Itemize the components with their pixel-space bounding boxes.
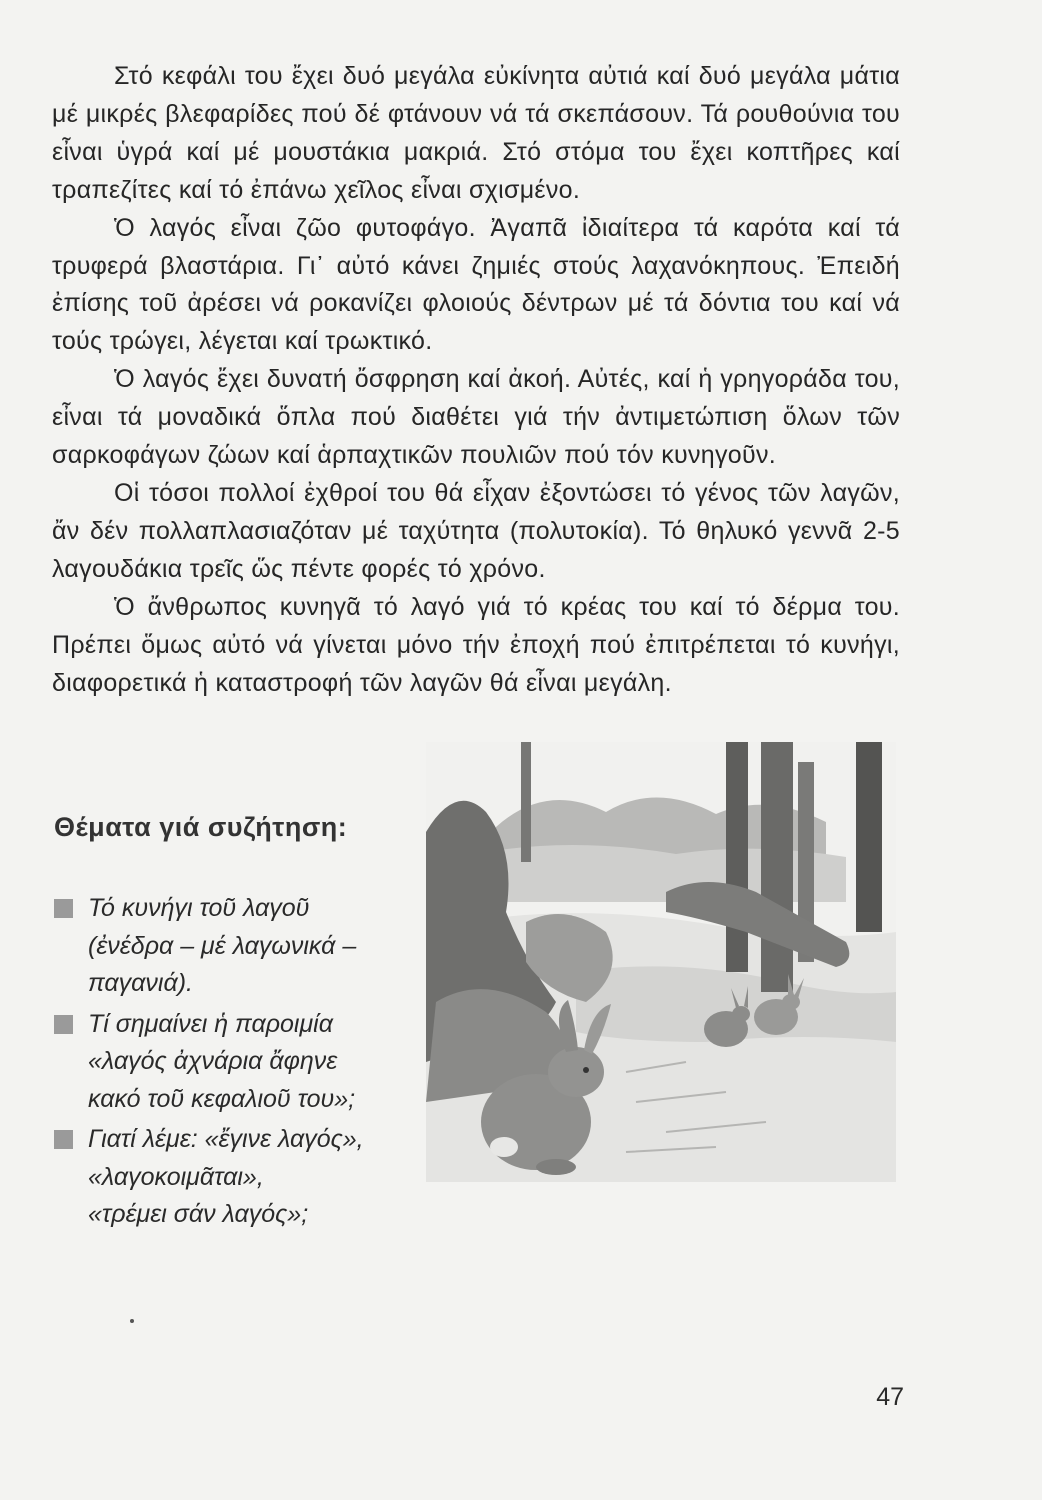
discussion-topic — [52, 890, 422, 1003]
paragraph-head-features: Στό κεφάλι του ἔχει δυό μεγάλα εὐκίνητα αὐτιά καί δυό μεγάλα μάτια μέ μικρές βλεφαρίδες πού δέ φτάνουν νά τά σκεπάσουν. Τά ρουθούνια του εἶναι ὑγρά καί μέ μουστάκια μακριά. Στό στόμα του ἔχει κοπτῆρες καί τραπεζίτες καί τό ἐπάνω χεῖλος εἶναι σχισμένο. — [52, 62, 900, 204]
topic-text: Γιατί λέμε: «ἔγινε λαγός», «λαγοκοιμᾶται», «τρέμει σάν λαγός»; — [88, 1125, 364, 1228]
print-speck — [130, 1319, 134, 1323]
discussion-topic — [52, 1121, 422, 1234]
page-number: 47 — [876, 1383, 904, 1411]
paragraph-reproduction: Οἱ τόσοι πολλοί ἐχθροί του θά εἶχαν ἐξοντώσει τό γένος τῶν λαγῶν, ἄν δέν πολλαπλασιαζόταν μέ ταχύτητα (πολυτοκία). Τό θηλυκό γεννᾶ 2-5 λαγουδάκια τρεῖς ὥς πέντε φορές τό χρόνο. — [52, 478, 900, 583]
square-bullet-icon — [54, 1015, 73, 1034]
paragraph-hunting: Ὁ ἄνθρωπος κυνηγᾶ τό λαγό γιά τό κρέας του καί τό δέρμα του. Πρέπει ὅμως αὐτό νά γίνεται μόνο τήν ἐποχή πού ἐπιτρέπεται τό κυνήγι, διαφορετικά ἡ καταστροφή τῶν λαγῶν θά εἶναι μεγάλη. — [52, 592, 900, 697]
body-text — [52, 58, 900, 702]
paragraph-diet: Ὁ λαγός εἶναι ζῶο φυτοφάγο. Ἀγαπᾶ ἰδιαίτερα τά καρότα καί τά τρυφερά βλαστάρια. Γι᾽ αὐτό κάνει ζημιές στούς λαχανόκηπους. Ἐπειδή ἐπίσης τοῦ ἀρέσει νά ροκανίζει φλοιούς δέντρων μέ τά δόντια του καί νά τούς τρώγει, λέγεται καί τρωκτικό. — [52, 213, 900, 356]
square-bullet-icon — [54, 1130, 73, 1149]
discussion-topic — [52, 1006, 422, 1119]
topic-text: Τί σημαίνει ἡ παροιμία «λαγός ἀχνάρια ἄφηνε κακό τοῦ κεφαλιοῦ του»; — [88, 1009, 356, 1113]
square-bullet-icon — [54, 899, 73, 918]
discussion-heading: Θέματα γιά συζήτηση: — [54, 812, 348, 842]
rabbits-in-forest-illustration — [426, 742, 896, 1182]
discussion-topics — [52, 890, 422, 1234]
topic-text: Τό κυνήγι τοῦ λαγοῦ (ἐνέδρα – μέ λαγωνικά – παγανιά). — [88, 894, 357, 997]
paragraph-senses: Ὁ λαγός ἔχει δυνατή ὄσφρηση καί ἀκοή. Αὐτές, καί ἡ γρηγοράδα του, εἶναι τά μοναδικά ὅπλα πού διαθέτει γιά τήν ἀντιμετώπιση ὅλων τῶν σαρκοφάγων ζώων καί ἁρπαχτικῶν πουλιῶν πού τόν κυνηγοῦν. — [52, 365, 900, 470]
